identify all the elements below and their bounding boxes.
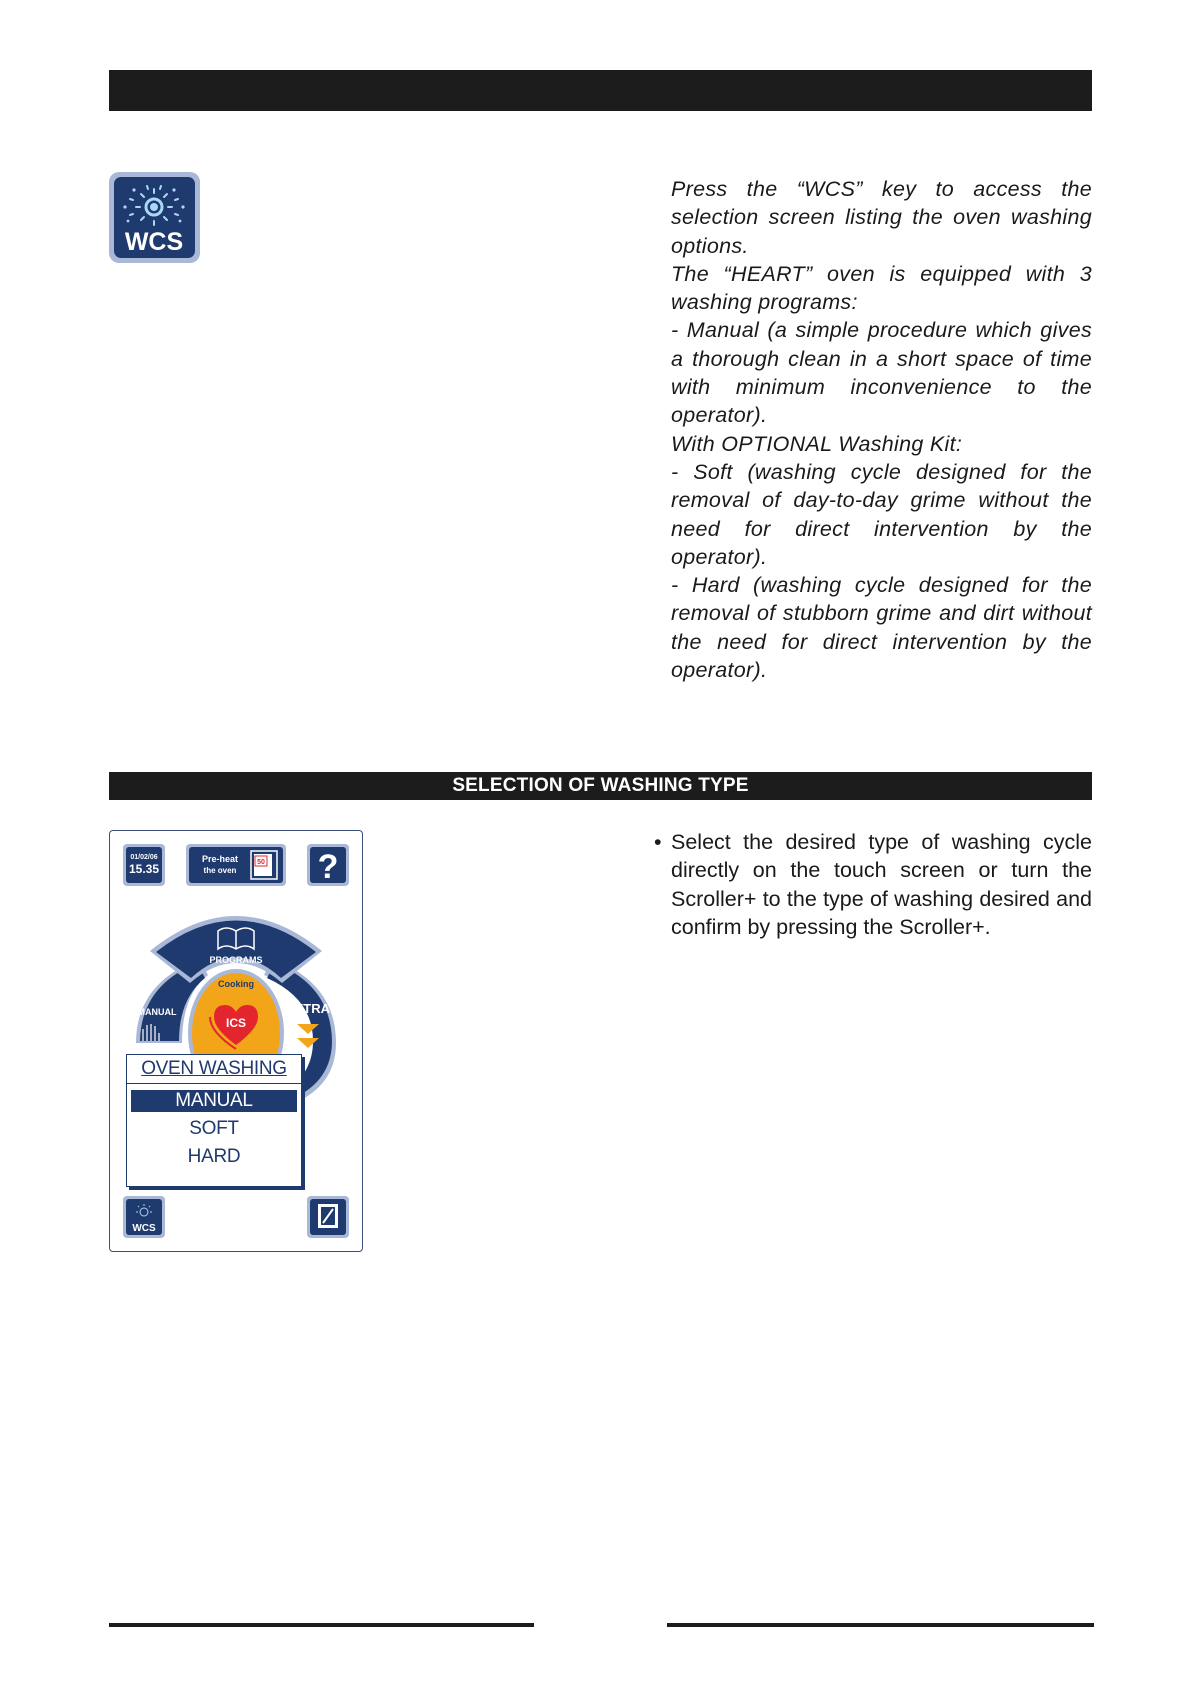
popup-title: OVEN WASHING <box>127 1055 301 1084</box>
cooking-label: Cooking <box>218 979 254 989</box>
preheat-label-2: the oven <box>203 866 237 875</box>
preheat-label-1: Pre-heat <box>201 854 239 864</box>
instruction-body: Select the desired type of washing cycle directly on the touch screen or turn the Scroller+ to the type of washing desired and confirm by pressing the Scroller+. <box>671 830 1092 939</box>
intro-paragraph: - Manual (a simple procedure which gives a thorough clean in a short space of time with minimum inconvenience to the operator). <box>671 318 1092 428</box>
help-icon: ? <box>317 848 339 886</box>
edit-icon <box>318 1204 338 1228</box>
preheat-temp: 50 <box>257 859 265 866</box>
manual-label: MANUAL <box>137 1007 177 1017</box>
header-bar <box>109 70 1092 111</box>
spray-icon <box>114 177 195 258</box>
help-button[interactable] <box>307 844 349 886</box>
footer-rule-right <box>667 1623 1094 1627</box>
date-text: 01/02/06 <box>130 854 158 861</box>
intro-paragraph: - Hard (washing cycle designed for the removal of stubborn grime and dirt without the need for direct intervention by the operator). <box>671 573 1092 683</box>
wcs-key <box>109 172 200 263</box>
section-title: SELECTION OF WASHING TYPE <box>109 772 1092 800</box>
preheat-button[interactable] <box>186 844 286 886</box>
intro-paragraph: With OPTIONAL Washing Kit: <box>671 431 963 456</box>
date-time-button[interactable] <box>123 844 165 886</box>
wcs-button-label: WCS <box>132 1223 156 1234</box>
ics-label: ICS <box>225 1016 247 1030</box>
footer-rule-left <box>109 1623 534 1627</box>
oven-washing-popup <box>126 1054 302 1187</box>
touch-screen-panel <box>109 830 363 1252</box>
instruction-text <box>654 828 1092 941</box>
settings-button[interactable] <box>307 1196 349 1238</box>
touch-screen-graphic <box>110 831 362 1251</box>
programs-label: PROGRAMS <box>209 955 263 965</box>
bullet: • <box>654 830 662 854</box>
time-text: 15.35 <box>128 862 160 876</box>
option-hard[interactable]: HARD <box>187 1146 241 1167</box>
intro-paragraph: The “HEART” oven is equipped with 3 washing programs: <box>671 261 1092 315</box>
option-soft[interactable]: SOFT <box>189 1118 239 1139</box>
intro-text <box>671 175 1092 684</box>
extra-label: EXTRA <box>285 1001 331 1016</box>
intro-paragraph: - Soft (washing cycle designed for the removal of day-to-day grime without the need for direct intervention by the operator). <box>671 459 1092 569</box>
option-manual[interactable]: MANUAL <box>131 1090 297 1112</box>
wcs-key-label: WCS <box>124 228 184 256</box>
intro-paragraph: Press the “WCS” key to access the selection screen listing the oven washing options. <box>671 177 1092 258</box>
wcs-button[interactable] <box>123 1196 165 1238</box>
